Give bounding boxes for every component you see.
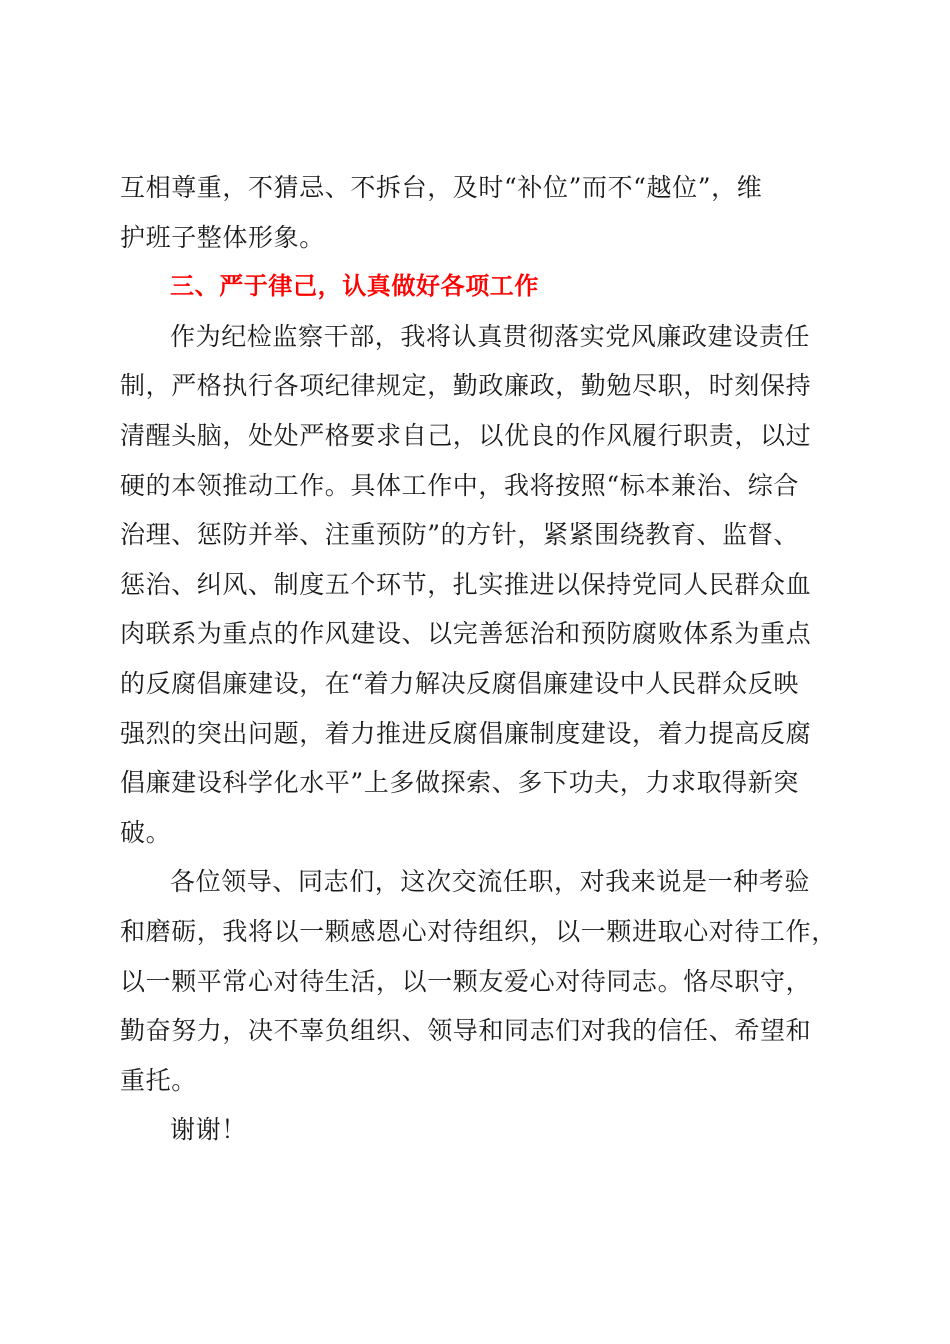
paragraph1-line-11: 破。 bbox=[120, 817, 172, 847]
continuation-line-2: 护班子整体形象。 bbox=[120, 222, 325, 252]
paragraph2-line-1: 各位领导、同志们，这次交流任职，对我来说是一种考验 bbox=[170, 867, 811, 897]
paragraph2-line-5: 重托。 bbox=[120, 1065, 197, 1095]
closing-thanks: 谢谢！ bbox=[170, 1115, 247, 1145]
paragraph1-line-7: 肉联系为重点的作风建设、以完善惩治和预防腐败体系为重点 bbox=[120, 619, 812, 649]
continuation-line-1: 互相尊重，不猜忌、不拆台，及时“补位”而不“越位”，维 bbox=[120, 173, 763, 202]
paragraph1-line-9: 强烈的突出问题，着力推进反腐倡廉制度建设，着力提高反腐 bbox=[120, 718, 812, 748]
paragraph1-line-10: 倡廉建设科学化水平”上多做探索、多下功夫，力求取得新突 bbox=[120, 768, 799, 798]
paragraph2-line-4: 勤奋努力，决不辜负组织、领导和同志们对我的信任、希望和 bbox=[120, 1016, 812, 1046]
document-body bbox=[120, 163, 837, 1155]
paragraph2-line-3: 以一颗平常心对待生活，以一颗友爱心对待同志。恪尽职守， bbox=[120, 966, 812, 996]
paragraph2-line-2: 和磨砺，我将以一颗感恩心对待组织，以一颗进取心对待工作， bbox=[120, 916, 837, 946]
paragraph1-line-5: 治理、惩防并举、注重预防”的方针，紧紧围绕教育、监督、 bbox=[120, 520, 799, 550]
paragraph1-line-1: 作为纪检监察干部，我将认真贯彻落实党风廉政建设责任 bbox=[170, 321, 811, 351]
paragraph1-line-3: 清醒头脑，处处严格要求自己，以优良的作风履行职责，以过 bbox=[120, 420, 812, 450]
paragraph1-line-8: 的反腐倡廉建设，在“着力解决反腐倡廉建设中人民群众反映 bbox=[120, 668, 799, 698]
section-heading: 三、严于律己，认真做好各项工作 bbox=[170, 272, 539, 301]
paragraph1-line-2: 制，严格执行各项纪律规定，勤政廉政，勤勉尽职，时刻保持 bbox=[120, 371, 812, 401]
paragraph1-line-6: 惩治、纠风、制度五个环节，扎实推进以保持党同人民群众血 bbox=[120, 569, 812, 599]
paragraph1-line-4: 硬的本领推动工作。具体工作中，我将按照“标本兼治、综合 bbox=[120, 470, 799, 500]
